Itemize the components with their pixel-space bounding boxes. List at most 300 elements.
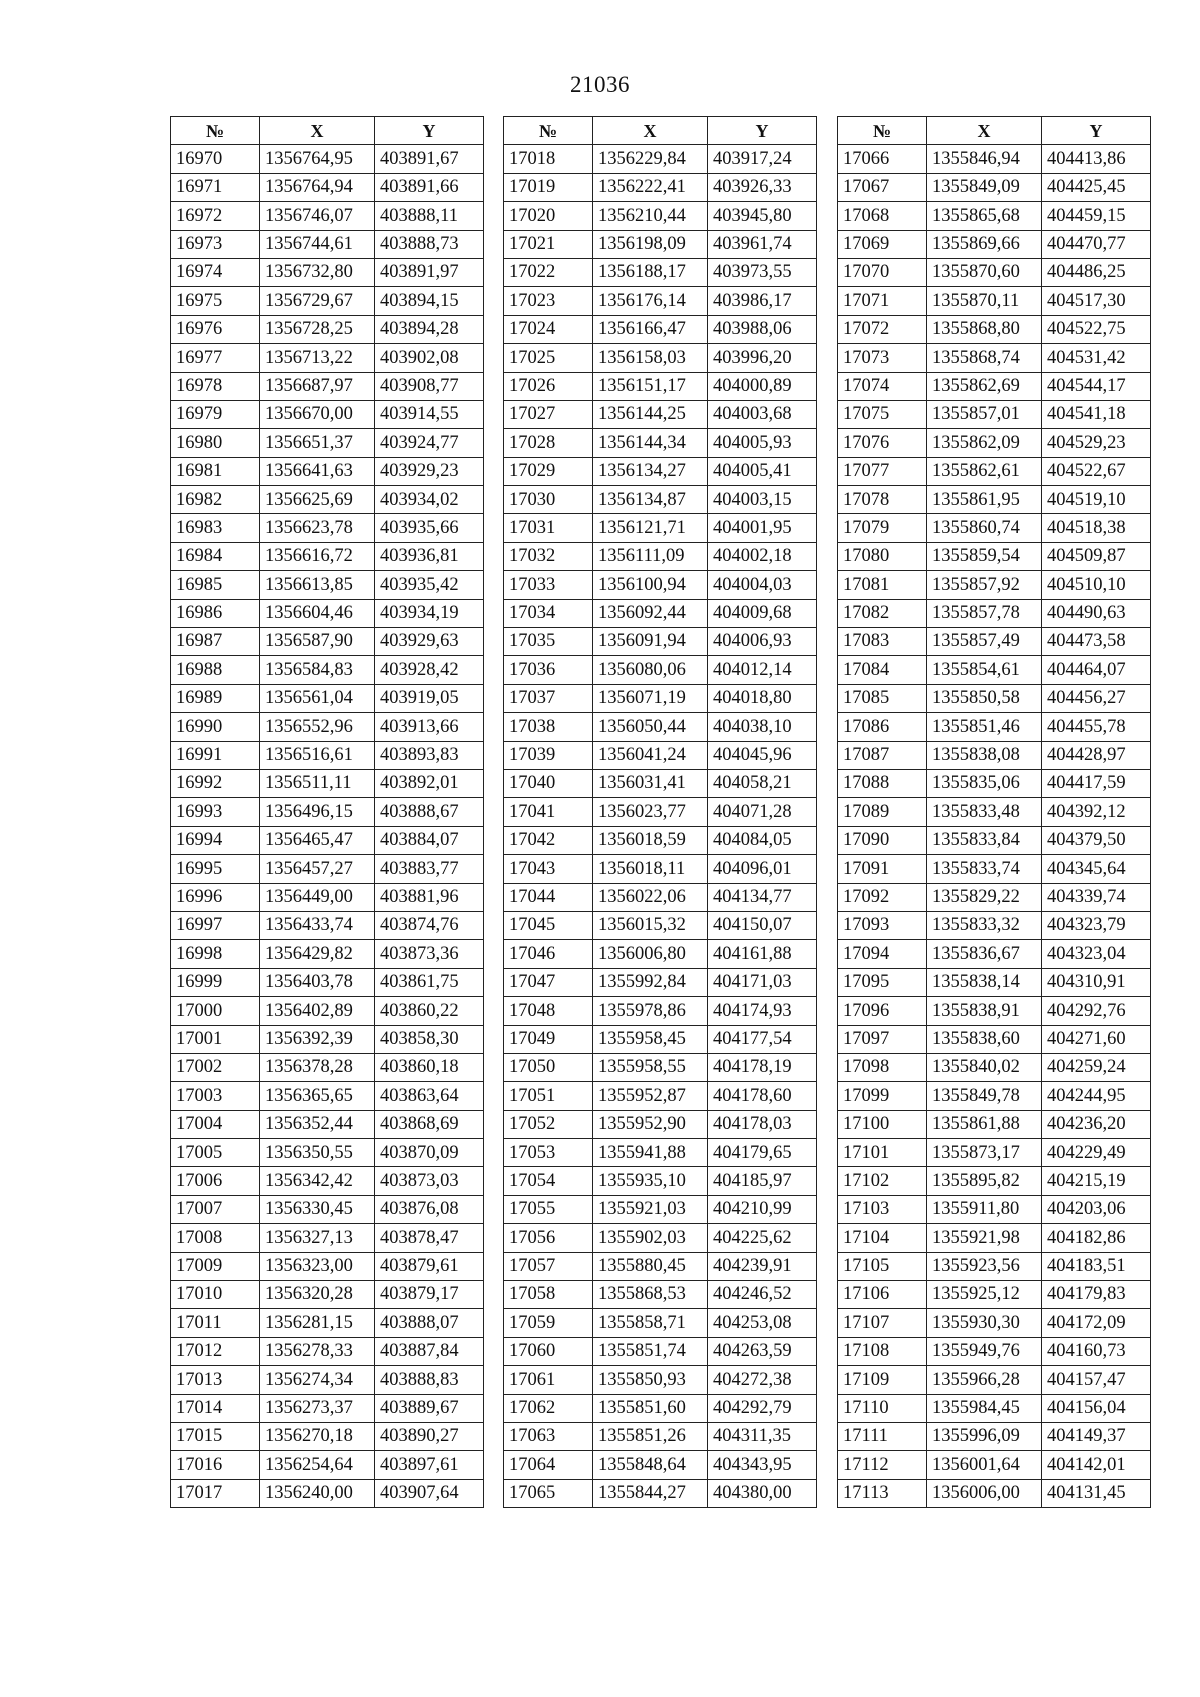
y-coordinate: 404178,19 <box>708 1053 817 1081</box>
y-coordinate: 404464,07 <box>1042 656 1151 684</box>
x-coordinate: 1355868,74 <box>927 344 1042 372</box>
y-coordinate: 404009,68 <box>708 599 817 627</box>
y-coordinate: 403873,36 <box>375 940 484 968</box>
table-row <box>504 1224 817 1252</box>
point-number: 17085 <box>838 684 927 712</box>
table-row <box>504 1422 817 1450</box>
table-row <box>171 855 484 883</box>
table-row <box>171 1337 484 1365</box>
point-number: 17013 <box>171 1366 260 1394</box>
point-number: 17022 <box>504 258 593 286</box>
table-row <box>838 1167 1151 1195</box>
point-number: 17093 <box>838 911 927 939</box>
table-row <box>504 230 817 258</box>
y-coordinate: 404522,75 <box>1042 315 1151 343</box>
x-coordinate: 1355860,74 <box>927 514 1042 542</box>
point-number: 17044 <box>504 883 593 911</box>
x-coordinate: 1356092,44 <box>593 599 708 627</box>
table-row <box>838 1252 1151 1280</box>
x-coordinate: 1356746,07 <box>260 202 375 230</box>
point-number: 16984 <box>171 542 260 570</box>
point-number: 17097 <box>838 1025 927 1053</box>
table-row <box>838 713 1151 741</box>
y-coordinate: 404004,03 <box>708 571 817 599</box>
x-coordinate: 1356350,55 <box>260 1139 375 1167</box>
y-coordinate: 403879,61 <box>375 1252 484 1280</box>
point-number: 17104 <box>838 1224 927 1252</box>
x-coordinate: 1356604,46 <box>260 599 375 627</box>
y-coordinate: 404096,01 <box>708 855 817 883</box>
point-number: 17056 <box>504 1224 593 1252</box>
table-row <box>171 997 484 1025</box>
point-number: 17052 <box>504 1110 593 1138</box>
x-coordinate: 1356330,45 <box>260 1195 375 1223</box>
table-row <box>171 202 484 230</box>
x-coordinate: 1356687,97 <box>260 372 375 400</box>
y-coordinate: 404517,30 <box>1042 287 1151 315</box>
y-coordinate: 403868,69 <box>375 1110 484 1138</box>
point-number: 17014 <box>171 1394 260 1422</box>
table-row <box>504 429 817 457</box>
x-coordinate: 1355952,90 <box>593 1110 708 1138</box>
x-coordinate: 1355935,10 <box>593 1167 708 1195</box>
table-row <box>838 769 1151 797</box>
x-coordinate: 1355868,53 <box>593 1281 708 1309</box>
table-row <box>171 230 484 258</box>
point-number: 16981 <box>171 457 260 485</box>
table-row <box>171 769 484 797</box>
y-coordinate: 404156,04 <box>1042 1394 1151 1422</box>
y-coordinate: 404172,09 <box>1042 1309 1151 1337</box>
coordinate-table-1 <box>170 116 484 1508</box>
y-coordinate: 403894,28 <box>375 315 484 343</box>
y-coordinate: 404544,17 <box>1042 372 1151 400</box>
table-row <box>838 1224 1151 1252</box>
x-coordinate: 1355996,09 <box>927 1422 1042 1450</box>
x-coordinate: 1356198,09 <box>593 230 708 258</box>
point-number: 17062 <box>504 1394 593 1422</box>
point-number: 16971 <box>171 173 260 201</box>
y-coordinate: 403892,01 <box>375 769 484 797</box>
y-coordinate: 404012,14 <box>708 656 817 684</box>
y-coordinate: 403888,11 <box>375 202 484 230</box>
y-coordinate: 404131,45 <box>1042 1479 1151 1507</box>
table-row <box>171 1366 484 1394</box>
x-coordinate: 1356433,74 <box>260 911 375 939</box>
y-coordinate: 403924,77 <box>375 429 484 457</box>
x-coordinate: 1355833,84 <box>927 826 1042 854</box>
point-number: 17019 <box>504 173 593 201</box>
x-coordinate: 1355833,32 <box>927 911 1042 939</box>
table-row <box>171 911 484 939</box>
x-coordinate: 1356144,25 <box>593 400 708 428</box>
table-row <box>838 656 1151 684</box>
x-coordinate: 1355840,02 <box>927 1053 1042 1081</box>
y-coordinate: 404509,87 <box>1042 542 1151 570</box>
y-coordinate: 403858,30 <box>375 1025 484 1053</box>
table-row <box>171 1139 484 1167</box>
table-row <box>504 769 817 797</box>
y-coordinate: 404185,97 <box>708 1167 817 1195</box>
y-coordinate: 404428,97 <box>1042 741 1151 769</box>
y-coordinate: 404541,18 <box>1042 400 1151 428</box>
point-number: 17055 <box>504 1195 593 1223</box>
y-coordinate: 403881,96 <box>375 883 484 911</box>
x-coordinate: 1355952,87 <box>593 1082 708 1110</box>
x-coordinate: 1356587,90 <box>260 628 375 656</box>
y-coordinate: 404490,63 <box>1042 599 1151 627</box>
point-number: 17023 <box>504 287 593 315</box>
x-coordinate: 1355862,69 <box>927 372 1042 400</box>
x-coordinate: 1356100,94 <box>593 571 708 599</box>
x-coordinate: 1355854,61 <box>927 656 1042 684</box>
y-coordinate: 403936,81 <box>375 542 484 570</box>
x-coordinate: 1356022,06 <box>593 883 708 911</box>
x-coordinate: 1356625,69 <box>260 486 375 514</box>
x-coordinate: 1356050,44 <box>593 713 708 741</box>
y-coordinate: 403891,66 <box>375 173 484 201</box>
table-row <box>838 1281 1151 1309</box>
x-coordinate: 1356166,47 <box>593 315 708 343</box>
y-coordinate: 403878,47 <box>375 1224 484 1252</box>
point-number: 17076 <box>838 429 927 457</box>
y-coordinate: 404263,59 <box>708 1337 817 1365</box>
y-coordinate: 404339,74 <box>1042 883 1151 911</box>
x-coordinate: 1356023,77 <box>593 798 708 826</box>
table-row <box>838 372 1151 400</box>
point-number: 16992 <box>171 769 260 797</box>
table-row <box>504 315 817 343</box>
table-row <box>838 145 1151 173</box>
x-coordinate: 1355978,86 <box>593 997 708 1025</box>
point-number: 17060 <box>504 1337 593 1365</box>
table-row <box>504 656 817 684</box>
x-coordinate: 1356210,44 <box>593 202 708 230</box>
x-coordinate: 1356651,37 <box>260 429 375 457</box>
table-row <box>838 542 1151 570</box>
table-row <box>838 1337 1151 1365</box>
y-coordinate: 403907,64 <box>375 1479 484 1507</box>
point-number: 17058 <box>504 1281 593 1309</box>
y-coordinate: 404134,77 <box>708 883 817 911</box>
table-row <box>838 173 1151 201</box>
y-coordinate: 403888,07 <box>375 1309 484 1337</box>
point-number: 17042 <box>504 826 593 854</box>
y-coordinate: 404473,58 <box>1042 628 1151 656</box>
table-row <box>504 968 817 996</box>
x-coordinate: 1356764,95 <box>260 145 375 173</box>
point-number: 17036 <box>504 656 593 684</box>
x-coordinate: 1356729,67 <box>260 287 375 315</box>
x-coordinate: 1355921,98 <box>927 1224 1042 1252</box>
x-coordinate: 1355851,60 <box>593 1394 708 1422</box>
y-coordinate: 404150,07 <box>708 911 817 939</box>
table-row <box>504 1082 817 1110</box>
x-coordinate: 1356402,89 <box>260 997 375 1025</box>
y-coordinate: 403888,73 <box>375 230 484 258</box>
point-number: 17045 <box>504 911 593 939</box>
y-coordinate: 403913,66 <box>375 713 484 741</box>
table-row <box>504 344 817 372</box>
header-row <box>171 117 484 145</box>
x-coordinate: 1356713,22 <box>260 344 375 372</box>
point-number: 16972 <box>171 202 260 230</box>
table-row <box>171 372 484 400</box>
table-row <box>171 826 484 854</box>
y-coordinate: 403929,23 <box>375 457 484 485</box>
header-x: X <box>593 117 708 145</box>
x-coordinate: 1355838,60 <box>927 1025 1042 1053</box>
table-row <box>504 1366 817 1394</box>
header-number: № <box>171 117 260 145</box>
y-coordinate: 404343,95 <box>708 1451 817 1479</box>
point-number: 16996 <box>171 883 260 911</box>
table-row <box>838 1195 1151 1223</box>
x-coordinate: 1355870,60 <box>927 258 1042 286</box>
x-coordinate: 1355848,64 <box>593 1451 708 1479</box>
table-row <box>504 684 817 712</box>
point-number: 17066 <box>838 145 927 173</box>
x-coordinate: 1355844,27 <box>593 1479 708 1507</box>
y-coordinate: 404182,86 <box>1042 1224 1151 1252</box>
x-coordinate: 1356281,15 <box>260 1309 375 1337</box>
y-coordinate: 403919,05 <box>375 684 484 712</box>
point-number: 17050 <box>504 1053 593 1081</box>
x-coordinate: 1355836,67 <box>927 940 1042 968</box>
x-coordinate: 1355865,68 <box>927 202 1042 230</box>
point-number: 17028 <box>504 429 593 457</box>
x-coordinate: 1355846,94 <box>927 145 1042 173</box>
table-row <box>838 968 1151 996</box>
point-number: 17063 <box>504 1422 593 1450</box>
y-coordinate: 404323,04 <box>1042 940 1151 968</box>
header-y: Y <box>375 117 484 145</box>
y-coordinate: 404179,83 <box>1042 1281 1151 1309</box>
table-row <box>171 457 484 485</box>
point-number: 17010 <box>171 1281 260 1309</box>
x-coordinate: 1355857,78 <box>927 599 1042 627</box>
header-x: X <box>260 117 375 145</box>
point-number: 17005 <box>171 1139 260 1167</box>
point-number: 17043 <box>504 855 593 883</box>
x-coordinate: 1356080,06 <box>593 656 708 684</box>
x-coordinate: 1355911,80 <box>927 1195 1042 1223</box>
x-coordinate: 1356613,85 <box>260 571 375 599</box>
table-row <box>171 173 484 201</box>
y-coordinate: 403873,03 <box>375 1167 484 1195</box>
page-number: 21036 <box>570 72 630 97</box>
point-number: 17087 <box>838 741 927 769</box>
table-row <box>838 486 1151 514</box>
point-number: 17094 <box>838 940 927 968</box>
point-number: 17081 <box>838 571 927 599</box>
x-coordinate: 1356270,18 <box>260 1422 375 1450</box>
point-number: 17021 <box>504 230 593 258</box>
table-row <box>838 457 1151 485</box>
y-coordinate: 404005,93 <box>708 429 817 457</box>
point-number: 17111 <box>838 1422 927 1450</box>
y-coordinate: 404225,62 <box>708 1224 817 1252</box>
x-coordinate: 1355880,45 <box>593 1252 708 1280</box>
table-row <box>838 826 1151 854</box>
point-number: 17079 <box>838 514 927 542</box>
x-coordinate: 1356516,61 <box>260 741 375 769</box>
x-coordinate: 1355895,82 <box>927 1167 1042 1195</box>
point-number: 17091 <box>838 855 927 883</box>
point-number: 16994 <box>171 826 260 854</box>
point-number: 17002 <box>171 1053 260 1081</box>
x-coordinate: 1356764,94 <box>260 173 375 201</box>
x-coordinate: 1355833,48 <box>927 798 1042 826</box>
y-coordinate: 403884,07 <box>375 826 484 854</box>
point-number: 17099 <box>838 1082 927 1110</box>
x-coordinate: 1356552,96 <box>260 713 375 741</box>
table-row <box>504 1025 817 1053</box>
point-number: 16995 <box>171 855 260 883</box>
point-number: 17106 <box>838 1281 927 1309</box>
y-coordinate: 404417,59 <box>1042 769 1151 797</box>
y-coordinate: 403863,64 <box>375 1082 484 1110</box>
y-coordinate: 404210,99 <box>708 1195 817 1223</box>
y-coordinate: 403928,42 <box>375 656 484 684</box>
table-row <box>171 486 484 514</box>
table-row <box>838 230 1151 258</box>
point-number: 16983 <box>171 514 260 542</box>
y-coordinate: 403934,19 <box>375 599 484 627</box>
x-coordinate: 1356496,15 <box>260 798 375 826</box>
y-coordinate: 404003,15 <box>708 486 817 514</box>
y-coordinate: 403934,02 <box>375 486 484 514</box>
header-y: Y <box>1042 117 1151 145</box>
table-row <box>171 628 484 656</box>
y-coordinate: 404392,12 <box>1042 798 1151 826</box>
table-row <box>504 1167 817 1195</box>
table-row <box>504 372 817 400</box>
x-coordinate: 1355857,92 <box>927 571 1042 599</box>
point-number: 17008 <box>171 1224 260 1252</box>
table-row <box>171 599 484 627</box>
y-coordinate: 404272,38 <box>708 1366 817 1394</box>
y-coordinate: 404084,05 <box>708 826 817 854</box>
x-coordinate: 1355850,93 <box>593 1366 708 1394</box>
x-coordinate: 1355851,26 <box>593 1422 708 1450</box>
table-row <box>171 1309 484 1337</box>
y-coordinate: 404246,52 <box>708 1281 817 1309</box>
table-row <box>171 514 484 542</box>
header-y: Y <box>708 117 817 145</box>
table-row <box>171 1110 484 1138</box>
x-coordinate: 1356449,00 <box>260 883 375 911</box>
point-number: 17024 <box>504 315 593 343</box>
point-number: 17048 <box>504 997 593 1025</box>
x-coordinate: 1356071,19 <box>593 684 708 712</box>
table-row <box>838 429 1151 457</box>
x-coordinate: 1355851,74 <box>593 1337 708 1365</box>
point-number: 17046 <box>504 940 593 968</box>
x-coordinate: 1355869,66 <box>927 230 1042 258</box>
point-number: 17112 <box>838 1451 927 1479</box>
x-coordinate: 1356229,84 <box>593 145 708 173</box>
point-number: 17038 <box>504 713 593 741</box>
y-coordinate: 404455,78 <box>1042 713 1151 741</box>
x-coordinate: 1356465,47 <box>260 826 375 854</box>
table-row <box>838 1394 1151 1422</box>
table-row <box>838 1366 1151 1394</box>
x-coordinate: 1355921,03 <box>593 1195 708 1223</box>
y-coordinate: 404271,60 <box>1042 1025 1151 1053</box>
x-coordinate: 1355925,12 <box>927 1281 1042 1309</box>
point-number: 16970 <box>171 145 260 173</box>
point-number: 16980 <box>171 429 260 457</box>
table-row <box>504 173 817 201</box>
y-coordinate: 403876,08 <box>375 1195 484 1223</box>
y-coordinate: 404171,03 <box>708 968 817 996</box>
x-coordinate: 1356158,03 <box>593 344 708 372</box>
x-coordinate: 1355851,46 <box>927 713 1042 741</box>
point-number: 17065 <box>504 1479 593 1507</box>
header-number: № <box>838 117 927 145</box>
point-number: 17003 <box>171 1082 260 1110</box>
y-coordinate: 404292,79 <box>708 1394 817 1422</box>
table-row <box>504 1053 817 1081</box>
x-coordinate: 1355870,11 <box>927 287 1042 315</box>
table-row <box>171 1195 484 1223</box>
x-coordinate: 1355992,84 <box>593 968 708 996</box>
point-number: 17080 <box>838 542 927 570</box>
table-row <box>838 599 1151 627</box>
y-coordinate: 404142,01 <box>1042 1451 1151 1479</box>
table-row <box>504 628 817 656</box>
y-coordinate: 403908,77 <box>375 372 484 400</box>
table-row <box>171 968 484 996</box>
y-coordinate: 404380,00 <box>708 1479 817 1507</box>
x-coordinate: 1355861,88 <box>927 1110 1042 1138</box>
table-row <box>504 826 817 854</box>
y-coordinate: 403890,27 <box>375 1422 484 1450</box>
y-coordinate: 403926,33 <box>708 173 817 201</box>
x-coordinate: 1355868,80 <box>927 315 1042 343</box>
x-coordinate: 1356091,94 <box>593 628 708 656</box>
table-row <box>504 1309 817 1337</box>
x-coordinate: 1356134,27 <box>593 457 708 485</box>
x-coordinate: 1355861,95 <box>927 486 1042 514</box>
table-row <box>838 344 1151 372</box>
table-row <box>504 400 817 428</box>
x-coordinate: 1355833,74 <box>927 855 1042 883</box>
table-row <box>171 258 484 286</box>
point-number: 17110 <box>838 1394 927 1422</box>
table-row <box>838 1025 1151 1053</box>
table-row <box>504 1337 817 1365</box>
table-row <box>171 344 484 372</box>
point-number: 16990 <box>171 713 260 741</box>
point-number: 17026 <box>504 372 593 400</box>
table-row <box>838 855 1151 883</box>
point-number: 17000 <box>171 997 260 1025</box>
header-row <box>838 117 1151 145</box>
x-coordinate: 1355958,55 <box>593 1053 708 1081</box>
table-row <box>838 202 1151 230</box>
point-number: 17107 <box>838 1309 927 1337</box>
table-row <box>838 798 1151 826</box>
table-row <box>838 1110 1151 1138</box>
point-number: 17090 <box>838 826 927 854</box>
x-coordinate: 1356041,24 <box>593 741 708 769</box>
y-coordinate: 403917,24 <box>708 145 817 173</box>
point-number: 17068 <box>838 202 927 230</box>
y-coordinate: 403894,15 <box>375 287 484 315</box>
point-number: 17040 <box>504 769 593 797</box>
